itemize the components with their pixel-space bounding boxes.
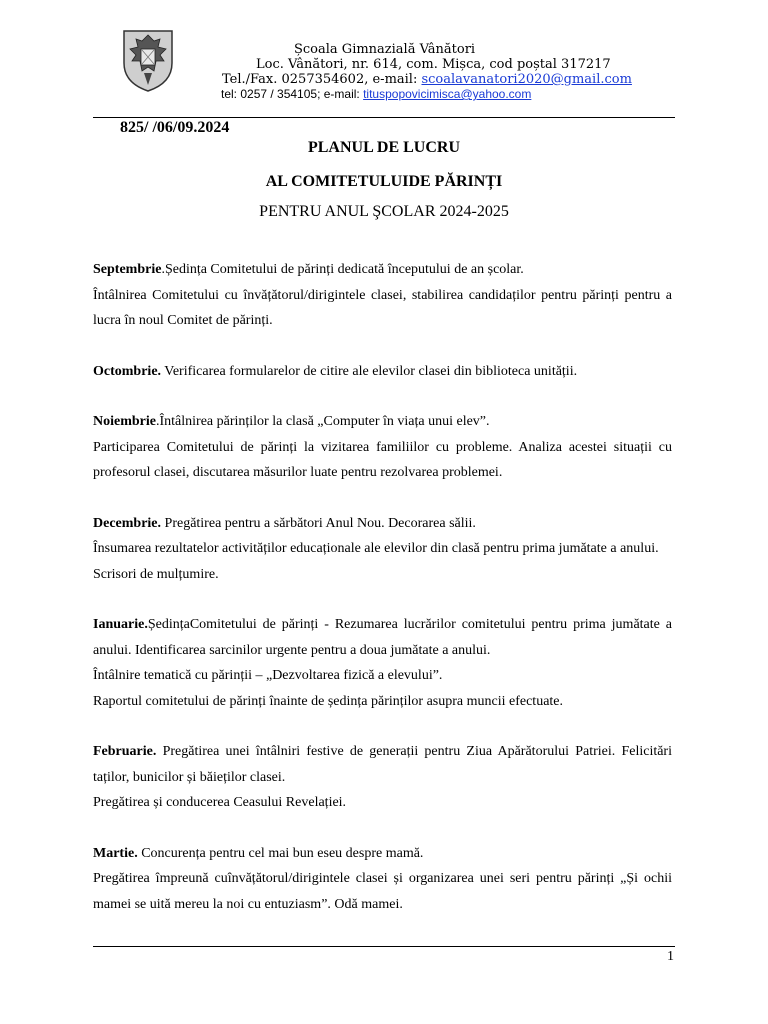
section-gap (93, 587, 672, 612)
section-text: ȘedințaComitetului de părinți - Rezumarea lucrărilor comitetului pentru prima jumătate a anului. Identificarea sarcinilor urgente pentru a doua jumătate a anului. (93, 617, 672, 658)
section-paragraph: Scrisori de mulțumire. (93, 566, 219, 582)
section-paragraph (93, 257, 672, 283)
section-paragraph (93, 409, 672, 435)
school-name: Școala Gimnazială Vânători (294, 42, 476, 57)
section-paragraph: Pregătirea împreună cuînvățătorul/dirigintele clasei și organizarea unei seri pentru părinți „Și ochii mamei se uită mereu la noi cu entuziasm”. Odă mamei. (93, 871, 672, 912)
month-label: Septembrie (93, 262, 162, 277)
header-divider (93, 117, 675, 118)
month-label: Ianuarie. (93, 617, 148, 632)
section-paragraph (93, 511, 672, 537)
plan-body (93, 257, 672, 917)
section-paragraph: Raportul comitetului de părinți înainte de ședința părinților asupra muncii efectuate. (93, 693, 564, 709)
section-paragraph: Întâlnirea Comitetului cu învățătorul/dirigintele clasei, stabilirea candidaților pentru părinți pentru a lucra în noul Comitet de părinți. (93, 287, 672, 328)
page-number: 1 (667, 949, 674, 964)
section-gap (93, 714, 672, 739)
section-paragraph: Însumarea rezultatelor activităților educaționale ale elevilor din clasă pentru prima jumătate a anului. (93, 541, 659, 556)
section-paragraph (93, 739, 672, 790)
section-text: Verificarea formularelor de citire ale elevilor clasei din biblioteca unității. (161, 363, 578, 379)
section-text: .Întâlnirea părinților la clasă „Computer în viața unui elev”. (155, 414, 490, 429)
section-gap (93, 384, 672, 409)
email-primary-link[interactable]: scoalavanatori2020@gmail.com (421, 72, 632, 87)
tel-line (221, 87, 531, 101)
section-text: .Ședința Comitetului de părinți dedicată începutului de an școlar. (161, 262, 524, 277)
section-paragraph: Pregătirea și conducerea Ceasului Revelației. (93, 795, 347, 810)
document-title-line3: PENTRU ANUL ŞCOLAR 2024-2025 (259, 203, 509, 220)
footer-divider (93, 946, 675, 947)
section-paragraph: Întâlnire tematică cu părinții – „Dezvoltarea fizică a elevului”. (93, 668, 443, 683)
section-gap (93, 486, 672, 511)
section-paragraph: Participarea Comitetului de părinți la vizitarea familiilor cu probleme. Analiza acestei situații cu profesorul clasei, discutarea măsurilor luate pentru rezolvarea problemei. (93, 439, 672, 480)
section-gap (93, 334, 672, 359)
section-text: Concurența pentru cel mai bun eseu despre mamă. (137, 845, 424, 861)
section-paragraph (93, 612, 672, 663)
school-address: Loc. Vânători, nr. 614, com. Mișca, cod poștal 317217 (256, 57, 611, 72)
section-gap (93, 816, 672, 841)
section-paragraph (93, 841, 672, 867)
telfax-line (222, 72, 632, 88)
section-paragraph (93, 359, 672, 385)
document-title-line1: PLANUL DE LUCRU (307, 139, 460, 156)
month-label: Noiembrie (93, 414, 156, 429)
document-title-line2: AL COMITETULUIDE PĂRINȚI (265, 173, 503, 190)
tel-text: tel: 0257 / 354105; e-mail: (221, 87, 364, 101)
coat-of-arms-icon (120, 27, 176, 93)
month-label: Octombrie. (93, 363, 162, 379)
month-label: Martie. (93, 845, 138, 861)
month-label: Februarie. (93, 744, 157, 759)
telfax-text: Tel./Fax. 0257354602, e-mail: (222, 72, 422, 87)
registration-number: 825/ /06/09.2024 (120, 119, 230, 136)
email-secondary-link[interactable]: tituspopovicimisca@yahoo.com (363, 87, 532, 101)
month-label: Decembrie. (93, 515, 162, 531)
section-text: Pregătirea unei întâlniri festive de generații pentru Ziua Apărătorului Patriei. Felicitări taților, bunicilor și băieților clasei. (93, 744, 672, 785)
section-text: Pregătirea pentru a sărbători Anul Nou. Decorarea sălii. (161, 515, 476, 531)
